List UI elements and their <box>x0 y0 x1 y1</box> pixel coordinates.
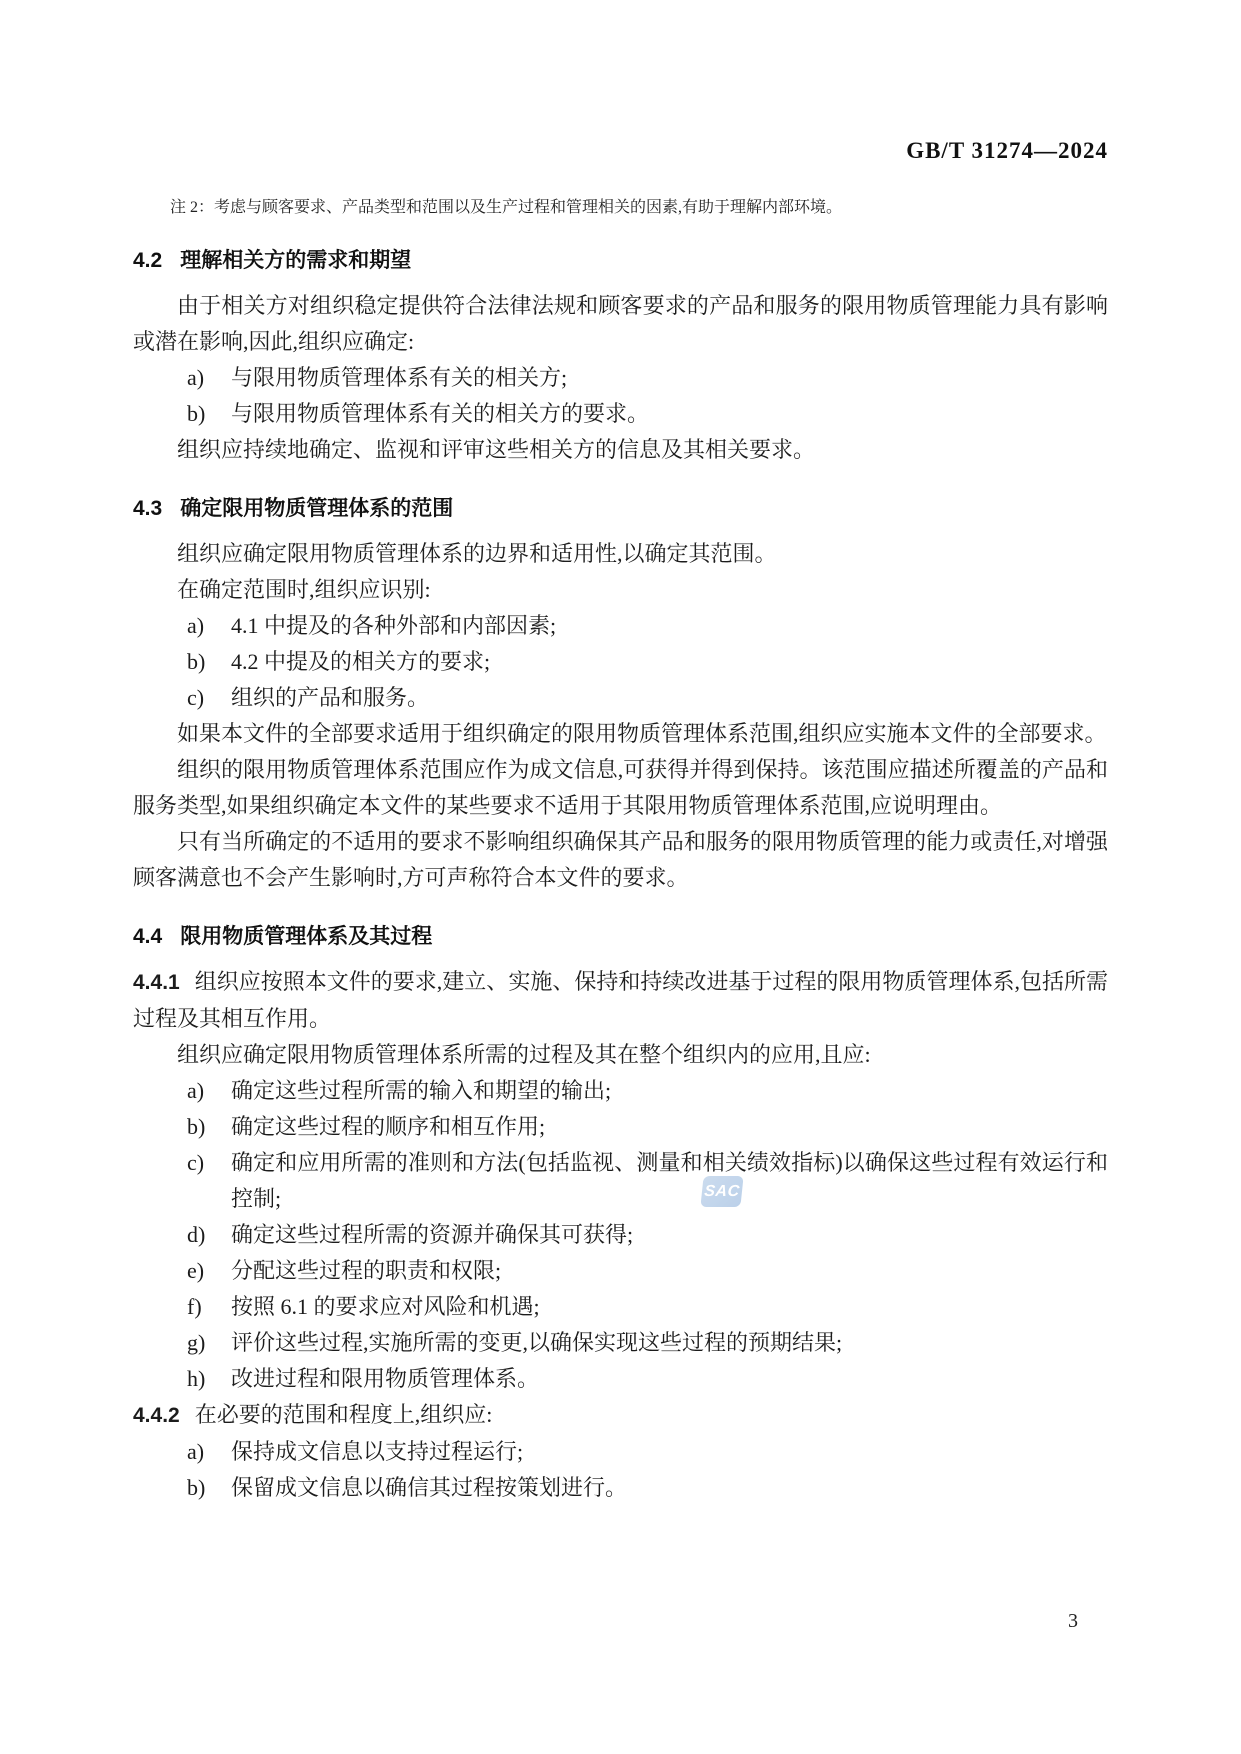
section-4-4-heading <box>133 922 1108 952</box>
list-item <box>133 1289 1108 1325</box>
list-item <box>133 1145 1108 1217</box>
list-item <box>133 1325 1108 1361</box>
clause-list-4-2 <box>133 360 1108 432</box>
section-4-3-heading <box>133 494 1108 524</box>
clause-list-4-4-1 <box>133 1073 1108 1397</box>
list-item-text: 组织的产品和服务。 <box>231 685 430 710</box>
list-item-text: 按照 6.1 的要求应对风险和机遇; <box>231 1294 540 1319</box>
doc-header-number: GB/T 31274—2024 <box>906 138 1108 163</box>
list-marker: g) <box>187 1330 206 1355</box>
list-marker: b) <box>187 1114 206 1139</box>
sac-watermark-logo: SAC <box>700 1176 743 1207</box>
list-item-text: 4.1 中提及的各种外部和内部因素; <box>231 613 557 638</box>
list-marker: f) <box>187 1294 202 1319</box>
list-item <box>133 1361 1108 1397</box>
list-marker: a) <box>187 1439 205 1464</box>
paragraph: 组织应持续地确定、监视和评审这些相关方的信息及其相关要求。 <box>177 437 816 462</box>
section-4-2-title: 理解相关方的需求和期望 <box>180 249 412 272</box>
list-item <box>133 396 1108 432</box>
list-item-text: 4.2 中提及的相关方的要求; <box>231 649 491 674</box>
list-marker: e) <box>187 1258 205 1283</box>
list-marker: b) <box>187 1475 206 1500</box>
list-item-text: 评价这些过程,实施所需的变更,以确保实现这些过程的预期结果; <box>231 1330 843 1355</box>
list-marker: d) <box>187 1222 206 1247</box>
list-item-text: 分配这些过程的职责和权限; <box>231 1258 502 1283</box>
subclause-text: 组织应按照本文件的要求,建立、实施、保持和持续改进基于过程的限用物质管理体系,包括所需过程及其相互作用。 <box>133 969 1108 1031</box>
list-marker: a) <box>187 365 205 390</box>
section-4-2-number: 4.2 <box>133 249 163 272</box>
list-item <box>133 1253 1108 1289</box>
subclause-text: 在必要的范围和程度上,组织应: <box>194 1402 493 1427</box>
paragraph: 组织的限用物质管理体系范围应作为成文信息,可获得并得到保持。该范围应描述所覆盖的产品和服务类型,如果组织确定本文件的某些要求不适用于其限用物质管理体系范围,应说明理由。 <box>133 757 1108 818</box>
list-item <box>133 1434 1108 1470</box>
list-item-text: 确定这些过程所需的资源并确保其可获得; <box>231 1222 634 1247</box>
paragraph-4-4-1 <box>133 964 1108 1037</box>
list-item-text: 与限用物质管理体系有关的相关方的要求。 <box>231 401 650 426</box>
paragraph: 如果本文件的全部要求适用于组织确定的限用物质管理体系范围,组织应实施本文件的全部要求。 <box>177 721 1107 746</box>
paragraph: 在确定范围时,组织应识别: <box>177 577 431 602</box>
list-item-text: 确定这些过程的顺序和相互作用; <box>231 1114 546 1139</box>
section-4-4-number: 4.4 <box>133 925 163 948</box>
list-marker: a) <box>187 1078 205 1103</box>
list-item <box>133 644 1108 680</box>
list-item <box>133 608 1108 644</box>
paragraph-4-4-2 <box>133 1397 1108 1434</box>
list-item-text: 保留成文信息以确信其过程按策划进行。 <box>231 1475 628 1500</box>
section-4-3-title: 确定限用物质管理体系的范围 <box>180 497 454 520</box>
list-item-text: 与限用物质管理体系有关的相关方; <box>231 365 568 390</box>
list-item-text: 确定和应用所需的准则和方法(包括监视、测量和相关绩效指标)以确保这些过程有效运行和控制; <box>231 1150 1108 1211</box>
list-item <box>133 1217 1108 1253</box>
clause-list-4-4-2 <box>133 1434 1108 1506</box>
list-item <box>133 1470 1108 1506</box>
page-number: 3 <box>1068 1610 1078 1632</box>
list-item <box>133 680 1108 716</box>
list-item-text: 改进过程和限用物质管理体系。 <box>231 1366 540 1391</box>
list-marker: b) <box>187 401 206 426</box>
list-item <box>133 1073 1108 1109</box>
clause-list-4-3 <box>133 608 1108 716</box>
paragraph: 由于相关方对组织稳定提供符合法律法规和顾客要求的产品和服务的限用物质管理能力具有影响或潜在影响,因此,组织应确定: <box>133 293 1108 354</box>
subclause-number: 4.4.2 <box>133 1404 180 1427</box>
list-item <box>133 1109 1108 1145</box>
list-item-text: 确定这些过程所需的输入和期望的输出; <box>231 1078 612 1103</box>
note-2: 注 2：考虑与顾客要求、产品类型和范围以及生产过程和管理相关的因素,有助于理解内部环境。 <box>170 199 843 216</box>
list-marker: b) <box>187 649 206 674</box>
section-4-4-title: 限用物质管理体系及其过程 <box>180 925 433 948</box>
paragraph: 组织应确定限用物质管理体系所需的过程及其在整个组织内的应用,且应: <box>177 1042 871 1067</box>
list-item-text: 保持成文信息以支持过程运行; <box>231 1439 524 1464</box>
list-marker: h) <box>187 1366 206 1391</box>
list-item <box>133 360 1108 396</box>
page-content <box>133 0 1108 1506</box>
paragraph: 只有当所确定的不适用的要求不影响组织确保其产品和服务的限用物质管理的能力或责任,对增强顾客满意也不会产生影响时,方可声称符合本文件的要求。 <box>133 829 1108 890</box>
list-marker: c) <box>187 685 205 710</box>
list-marker: a) <box>187 613 205 638</box>
section-4-3-number: 4.3 <box>133 497 163 520</box>
subclause-number: 4.4.1 <box>133 971 180 994</box>
paragraph: 组织应确定限用物质管理体系的边界和适用性,以确定其范围。 <box>177 541 777 566</box>
list-marker: c) <box>187 1150 205 1175</box>
section-4-2-heading <box>133 246 1108 276</box>
